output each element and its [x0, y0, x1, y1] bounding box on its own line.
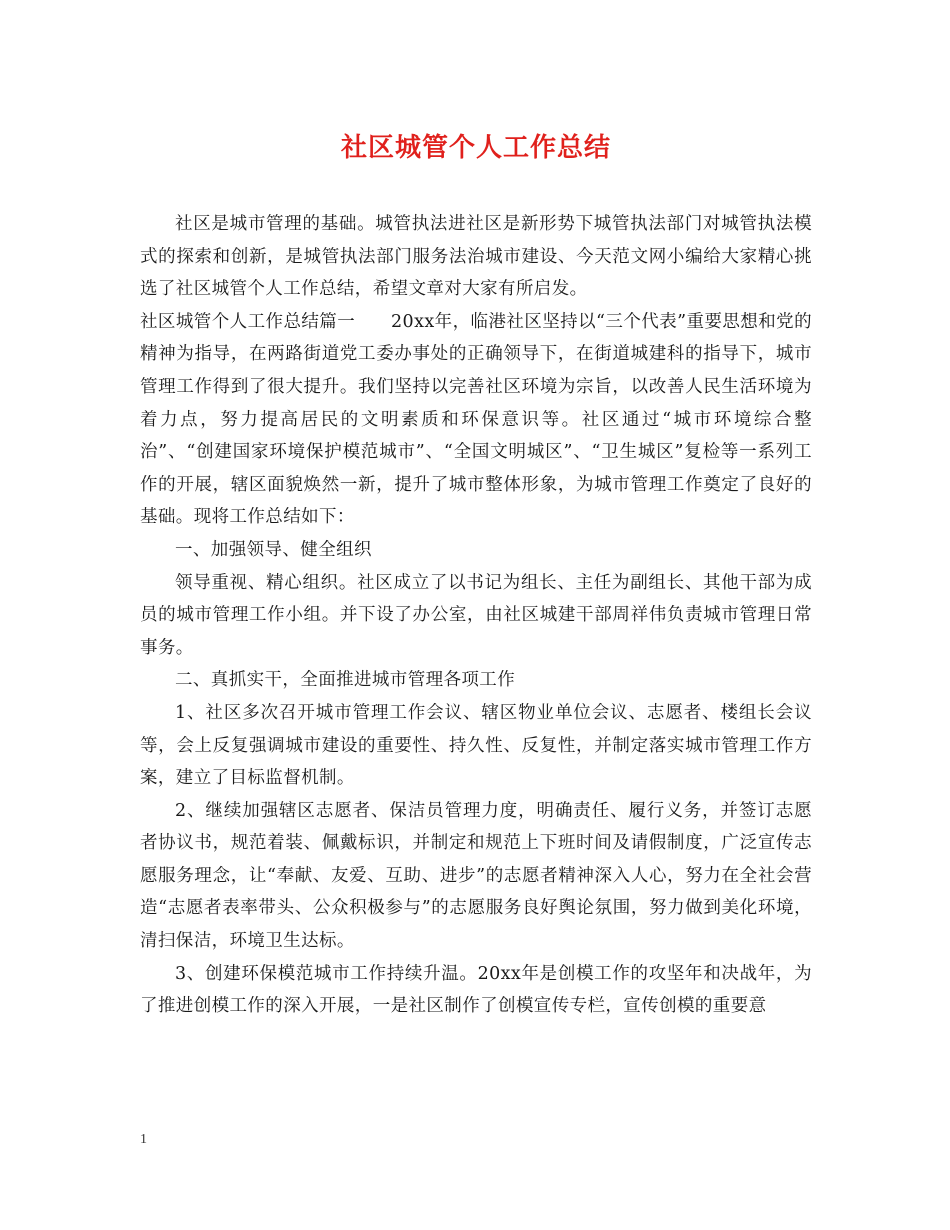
paragraph-item-1: 1、社区多次召开城市管理工作会议、辖区物业单位会议、志愿者、楼组长会议等，会上反复强调城市建设的重要性、持久性、反复性，并制定落实城市管理工作方案，建立了目标监督机制。 [140, 702, 812, 789]
document-title: 社区城管个人工作总结 [340, 133, 611, 163]
document-body [140, 208, 812, 1023]
paragraph-item-3: 3、创建环保模范城市工作持续升温。20xx年是创模工作的攻坚年和决战年，为了推进创模工作的深入开展，一是社区制作了创模宣传专栏，宣传创模的重要意 [140, 963, 812, 1017]
document-page [140, 128, 812, 1023]
paragraph-section-one-intro: 社区城管个人工作总结篇一 20xx年，临港社区坚持以“三个代表”重要思想和党的精神为指导，在两路街道党工委办事处的正确领导下，在街道城建科的指导下，城市管理工作得到了很大提升。我们坚持以完善社区环境为宗旨，以改善人民生活环境为着力点，努力提高居民的文明素质和环保意识等。社区通过“城市环境综合整治”、“创建国家环境保护模范城市”、“全国文明城区”、“卫生城区”复检等一系列工作的开展，辖区面貌焕然一新，提升了城市整体形象，为城市管理工作奠定了良好的基础。现将工作总结如下： [140, 311, 812, 528]
paragraph-item-2: 2、继续加强辖区志愿者、保洁员管理力度，明确责任、履行义务，并签订志愿者协议书，规范着装、佩戴标识，并制定和规范上下班时间及请假制度，广泛宣传志愿服务理念，让“奉献、友爱、互助、进步”的志愿者精神深入人心，努力在全社会营造“志愿者表率带头、公众积极参与”的志愿服务良好舆论氛围，努力做到美化环境，清扫保洁，环境卫生达标。 [140, 800, 812, 952]
heading-strengthen-leadership: 一、加强领导、健全组织 [175, 539, 372, 560]
page-number: 1 [140, 1132, 147, 1147]
heading-solid-work: 二、真抓实干，全面推进城市管理各项工作 [175, 670, 516, 691]
paragraph-leadership: 领导重视、精心组织。社区成立了以书记为组长、主任为副组长、其他干部为成员的城市管理工作小组。并下设了办公室，由社区城建干部周祥伟负责城市管理日常事务。 [140, 572, 812, 658]
paragraph-intro: 社区是城市管理的基础。城管执法进社区是新形势下城管执法部门对城管执法模式的探索和创新，是城管执法部门服务法治城市建设、今天范文网小编给大家精心挑选了社区城管个人工作总结，希望文章对大家有所启发。 [140, 214, 812, 300]
